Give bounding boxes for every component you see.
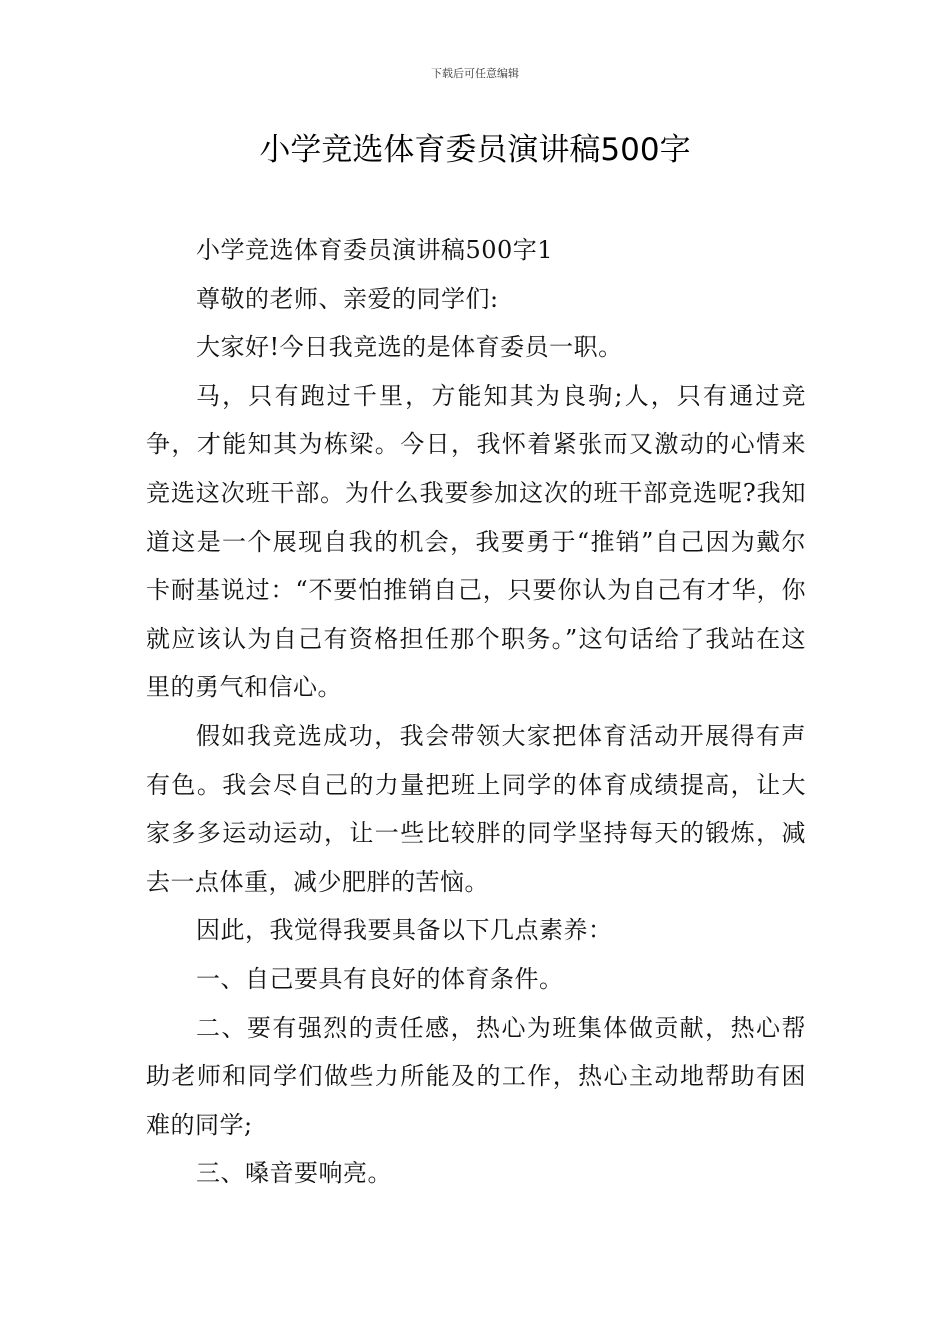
paragraph-quality-three: 三、嗓音要响亮。 <box>196 1159 392 1188</box>
paragraph-subtitle: 小学竞选体育委员演讲稿500字1 <box>196 236 554 264</box>
page-header-note: 下载后可任意编辑 <box>431 67 519 80</box>
paragraph-motivation: 马，只有跑过千里，方能知其为良驹;人，只有通过竞争，才能知其为栋梁。今日，我怀着紧张而又激动的心情来竞选这次班干部。为什么我要参加这次的班干部竞选呢?我知道这是一个展现自我的机会，我要勇于“推销”自己因为戴尔卡耐基说过：“不要怕推销自己，只要你认为自己有才华，你就应该认为自己有资格担任那个职务。”这句话给了我站在这里的勇气和信心。 <box>146 381 806 702</box>
document-title: 小学竞选体育委员演讲稿500字 <box>259 132 691 168</box>
paragraph-greeting: 大家好!今日我竞选的是体育委员一职。 <box>196 333 623 362</box>
paragraph-quality-two: 二、要有强烈的责任感，热心为班集体做贡献，热心帮助老师和同学们做些力所能及的工作，热心主动地帮助有困难的同学; <box>146 1013 806 1139</box>
document-body <box>146 226 806 1198</box>
paragraph-quality-one: 一、自己要具有良好的体育条件。 <box>196 964 564 993</box>
paragraph-salutation: 尊敬的老师、亲爱的同学们: <box>196 284 499 313</box>
paragraph-plan: 假如我竞选成功，我会带领大家把体育活动开展得有声有色。我会尽自己的力量把班上同学的体育成绩提高，让大家多多运动运动，让一些比较胖的同学坚持每天的锻炼，减去一点体重，减少肥胖的苦恼。 <box>146 721 806 896</box>
paragraph-qualities-intro: 因此，我觉得我要具备以下几点素养： <box>196 916 613 945</box>
